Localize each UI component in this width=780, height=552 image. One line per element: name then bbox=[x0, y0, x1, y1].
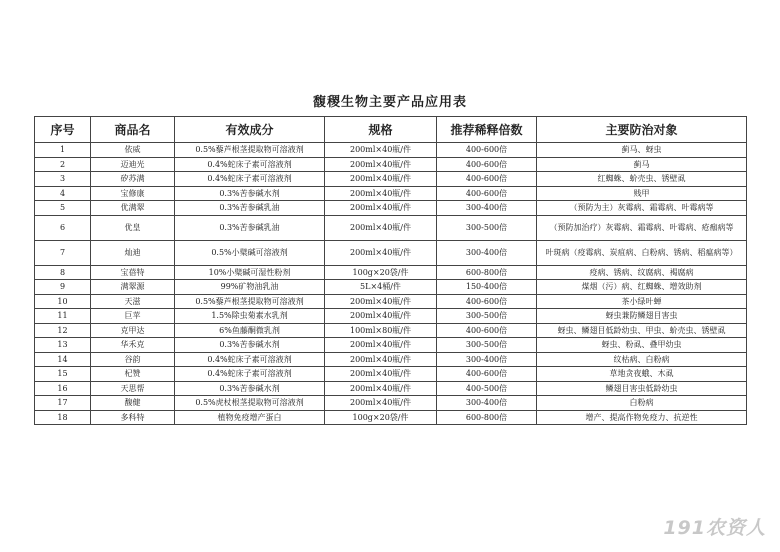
cell-target: （预防加治疗）灰霉病、霜霉病、叶霉病、疮痂病等 bbox=[537, 215, 747, 240]
cell-ingredient: 0.4%蛇床子素可溶液剂 bbox=[175, 157, 325, 172]
cell-name: 优皇 bbox=[91, 215, 175, 240]
page-title: 馥稷生物主要产品应用表 bbox=[312, 95, 467, 110]
cell-target: 白粉病 bbox=[537, 396, 747, 411]
cell-no: 5 bbox=[35, 201, 91, 216]
cell-ingredient: 0.4%蛇床子素可溶液剂 bbox=[175, 172, 325, 187]
cell-no: 8 bbox=[35, 265, 91, 280]
table-row bbox=[35, 157, 747, 172]
cell-target: 贱甲 bbox=[537, 186, 747, 201]
cell-spec: 200ml×40瓶/件 bbox=[325, 367, 437, 382]
cell-ingredient: 0.5%虎杖根茎提取物可溶液剂 bbox=[175, 396, 325, 411]
cell-target: 鳞翅目害虫低龄幼虫 bbox=[537, 381, 747, 396]
cell-no: 14 bbox=[35, 352, 91, 367]
watermark-logo: 191农资人 bbox=[663, 517, 766, 539]
cell-name: 矽苏满 bbox=[91, 172, 175, 187]
cell-spec: 200ml×40瓶/件 bbox=[325, 186, 437, 201]
table-row bbox=[35, 338, 747, 353]
cell-spec: 200ml×40瓶/件 bbox=[325, 157, 437, 172]
table-row bbox=[35, 381, 747, 396]
cell-target: 叶斑病（疫霉病、炭疽病、白粉病、锈病、稻瘟病等） bbox=[537, 240, 747, 265]
cell-dilution: 600-800倍 bbox=[437, 265, 537, 280]
cell-target: 蓟马 bbox=[537, 157, 747, 172]
cell-dilution: 300-400倍 bbox=[437, 201, 537, 216]
cell-no: 16 bbox=[35, 381, 91, 396]
cell-dilution: 300-500倍 bbox=[437, 309, 537, 324]
cell-no: 1 bbox=[35, 143, 91, 158]
cell-spec: 200ml×40瓶/件 bbox=[325, 309, 437, 324]
cell-dilution: 400-600倍 bbox=[437, 294, 537, 309]
cell-target: 蚜虫、粉虱、叠甲幼虫 bbox=[537, 338, 747, 353]
cell-dilution: 300-500倍 bbox=[437, 338, 537, 353]
cell-ingredient: 0.4%蛇床子素可溶液剂 bbox=[175, 352, 325, 367]
cell-dilution: 600-800倍 bbox=[437, 410, 537, 425]
cell-no: 4 bbox=[35, 186, 91, 201]
cell-ingredient: 0.5%藜芦根茎提取物可溶液剂 bbox=[175, 294, 325, 309]
table-row bbox=[35, 143, 747, 158]
cell-dilution: 150-400倍 bbox=[437, 280, 537, 295]
table-row bbox=[35, 367, 747, 382]
header-ingredient: 有效成分 bbox=[175, 117, 325, 143]
cell-name: 宝修康 bbox=[91, 186, 175, 201]
cell-target: 煤烟（污）病、红蜘蛛、增效助剂 bbox=[537, 280, 747, 295]
cell-spec: 200ml×40瓶/件 bbox=[325, 240, 437, 265]
cell-spec: 200ml×40瓶/件 bbox=[325, 396, 437, 411]
cell-name: 迈迪光 bbox=[91, 157, 175, 172]
cell-name: 天滋 bbox=[91, 294, 175, 309]
cell-ingredient: 0.3%苦参碱乳油 bbox=[175, 215, 325, 240]
cell-ingredient: 1.5%除虫菊素水乳剂 bbox=[175, 309, 325, 324]
table-row bbox=[35, 294, 747, 309]
cell-spec: 200ml×40瓶/件 bbox=[325, 215, 437, 240]
cell-spec: 200ml×40瓶/件 bbox=[325, 172, 437, 187]
cell-spec: 100g×20袋/件 bbox=[325, 265, 437, 280]
cell-target: 红蜘蛛、蚧壳虫、锈壁虱 bbox=[537, 172, 747, 187]
cell-no: 6 bbox=[35, 215, 91, 240]
cell-name: 巨苹 bbox=[91, 309, 175, 324]
table-row bbox=[35, 186, 747, 201]
cell-spec: 200ml×40瓶/件 bbox=[325, 381, 437, 396]
cell-name: 谷韵 bbox=[91, 352, 175, 367]
cell-dilution: 300-400倍 bbox=[437, 352, 537, 367]
cell-name: 依威 bbox=[91, 143, 175, 158]
cell-no: 12 bbox=[35, 323, 91, 338]
cell-ingredient: 0.3%苦参碱乳油 bbox=[175, 201, 325, 216]
cell-dilution: 400-600倍 bbox=[437, 367, 537, 382]
header-dilution: 推荐稀释倍数 bbox=[437, 117, 537, 143]
cell-target: 蓟马、蚜虫 bbox=[537, 143, 747, 158]
cell-no: 9 bbox=[35, 280, 91, 295]
cell-name: 杞赞 bbox=[91, 367, 175, 382]
table-row bbox=[35, 309, 747, 324]
cell-dilution: 400-600倍 bbox=[437, 157, 537, 172]
product-table bbox=[34, 116, 747, 425]
cell-dilution: 400-600倍 bbox=[437, 172, 537, 187]
header-no: 序号 bbox=[35, 117, 91, 143]
cell-target: 茶小绿叶蝉 bbox=[537, 294, 747, 309]
cell-no: 15 bbox=[35, 367, 91, 382]
table-row bbox=[35, 265, 747, 280]
cell-spec: 100g×20袋/件 bbox=[325, 410, 437, 425]
cell-no: 10 bbox=[35, 294, 91, 309]
cell-name: 华禾克 bbox=[91, 338, 175, 353]
cell-target: （预防为主）灰霉病、霜霉病、叶霉病等 bbox=[537, 201, 747, 216]
cell-target: 蚜虫兼防鳞翅目害虫 bbox=[537, 309, 747, 324]
header-target: 主要防治对象 bbox=[537, 117, 747, 143]
cell-ingredient: 0.3%苦参碱水剂 bbox=[175, 381, 325, 396]
cell-name: 满翠源 bbox=[91, 280, 175, 295]
cell-ingredient: 植物免疫增产蛋白 bbox=[175, 410, 325, 425]
cell-target: 纹枯病、白粉病 bbox=[537, 352, 747, 367]
cell-spec: 5L×4桶/件 bbox=[325, 280, 437, 295]
table-row bbox=[35, 280, 747, 295]
cell-name: 天思帮 bbox=[91, 381, 175, 396]
cell-ingredient: 0.3%苦参碱水剂 bbox=[175, 186, 325, 201]
cell-name: 灿迪 bbox=[91, 240, 175, 265]
cell-ingredient: 10%小檗碱可湿性粉剂 bbox=[175, 265, 325, 280]
cell-dilution: 300-400倍 bbox=[437, 240, 537, 265]
cell-target: 疫病、锈病、纹腐病、褐腐病 bbox=[537, 265, 747, 280]
cell-name: 优满翠 bbox=[91, 201, 175, 216]
table-header-row bbox=[35, 117, 747, 143]
table-row bbox=[35, 240, 747, 265]
cell-ingredient: 99%矿物油乳油 bbox=[175, 280, 325, 295]
cell-ingredient: 0.5%藜芦根茎提取物可溶液剂 bbox=[175, 143, 325, 158]
cell-ingredient: 0.4%蛇床子素可溶液剂 bbox=[175, 367, 325, 382]
cell-spec: 200ml×40瓶/件 bbox=[325, 338, 437, 353]
table-row bbox=[35, 396, 747, 411]
cell-name: 克甲达 bbox=[91, 323, 175, 338]
cell-dilution: 400-600倍 bbox=[437, 323, 537, 338]
cell-spec: 100ml×80瓶/件 bbox=[325, 323, 437, 338]
cell-no: 3 bbox=[35, 172, 91, 187]
cell-spec: 200ml×40瓶/件 bbox=[325, 294, 437, 309]
header-spec: 规格 bbox=[325, 117, 437, 143]
table-row bbox=[35, 201, 747, 216]
cell-target: 蚜虫、鳞翅目低龄幼虫、甲虫、蚧壳虫、锈壁虱 bbox=[537, 323, 747, 338]
cell-target: 草地贪夜蛾、木虱 bbox=[537, 367, 747, 382]
cell-spec: 200ml×40瓶/件 bbox=[325, 352, 437, 367]
cell-no: 7 bbox=[35, 240, 91, 265]
cell-no: 11 bbox=[35, 309, 91, 324]
cell-no: 2 bbox=[35, 157, 91, 172]
cell-name: 宝蓓特 bbox=[91, 265, 175, 280]
cell-name: 多科特 bbox=[91, 410, 175, 425]
cell-ingredient: 0.5%小檗碱可溶液剂 bbox=[175, 240, 325, 265]
table-row bbox=[35, 323, 747, 338]
cell-no: 17 bbox=[35, 396, 91, 411]
table-row bbox=[35, 410, 747, 425]
table-row bbox=[35, 352, 747, 367]
cell-dilution: 300-500倍 bbox=[437, 215, 537, 240]
cell-spec: 200ml×40瓶/件 bbox=[325, 143, 437, 158]
cell-dilution: 400-500倍 bbox=[437, 381, 537, 396]
cell-dilution: 400-600倍 bbox=[437, 186, 537, 201]
header-name: 商品名 bbox=[91, 117, 175, 143]
cell-ingredient: 6%鱼藤酮微乳剂 bbox=[175, 323, 325, 338]
cell-target: 增产、提高作物免疫力、抗逆性 bbox=[537, 410, 747, 425]
cell-dilution: 400-600倍 bbox=[437, 143, 537, 158]
table-row bbox=[35, 215, 747, 240]
cell-no: 13 bbox=[35, 338, 91, 353]
cell-no: 18 bbox=[35, 410, 91, 425]
cell-ingredient: 0.3%苦参碱水剂 bbox=[175, 338, 325, 353]
table-row bbox=[35, 172, 747, 187]
cell-dilution: 300-400倍 bbox=[437, 396, 537, 411]
cell-spec: 200ml×40瓶/件 bbox=[325, 201, 437, 216]
cell-name: 馥健 bbox=[91, 396, 175, 411]
